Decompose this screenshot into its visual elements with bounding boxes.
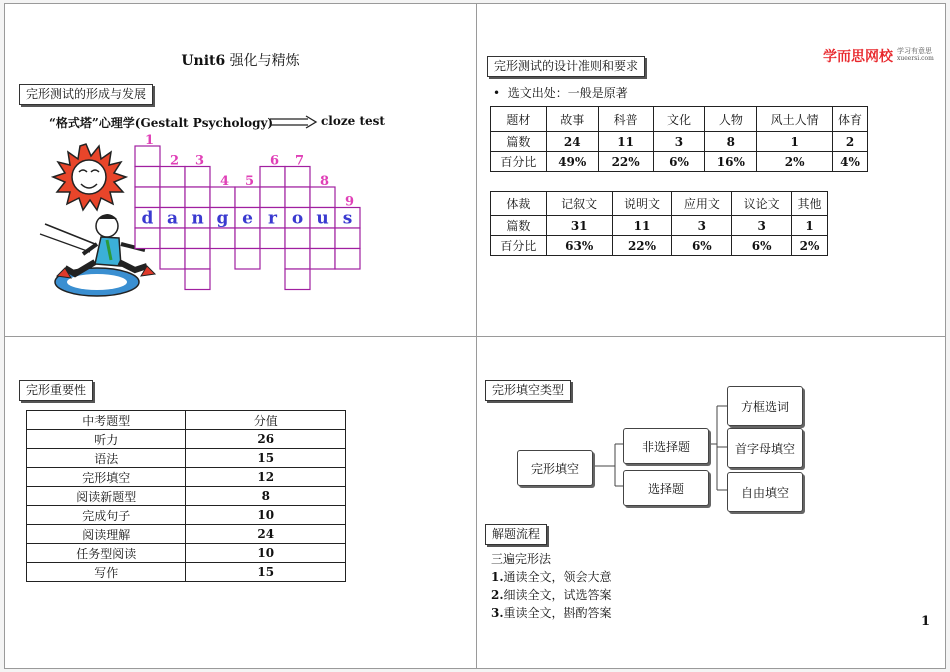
crossword-cell xyxy=(235,187,260,208)
crossword-cell xyxy=(135,228,160,249)
score-value: 24 xyxy=(186,525,346,544)
table-cell: 6% xyxy=(732,236,792,256)
slide1-title xyxy=(5,50,476,70)
theme-table-header: 体育 xyxy=(833,107,868,132)
crossword-puzzle xyxy=(129,132,369,292)
table-cell: 22% xyxy=(612,236,672,256)
source-bullet-text: 选文出处：一般是原著 xyxy=(507,86,628,100)
crossword-letter: g xyxy=(216,208,229,229)
crossword-cell xyxy=(160,228,185,249)
double-arrow-icon xyxy=(268,115,318,129)
table-row xyxy=(27,525,346,544)
genre-table-header: 记叙文 xyxy=(546,192,612,216)
row-label: 百分比 xyxy=(491,236,547,256)
crossword-letter: d xyxy=(141,208,154,229)
slide1-title-text: 强化与精炼 xyxy=(225,53,300,69)
slide3-section-label: 完形重要性 xyxy=(19,380,93,401)
slide1-section-label: 完形测试的形成与发展 xyxy=(19,84,153,105)
table-cell: 24 xyxy=(546,132,598,152)
table-cell: 6% xyxy=(653,152,705,172)
crossword-cell xyxy=(210,187,235,208)
score-value: 10 xyxy=(186,544,346,563)
score-table-header-row xyxy=(27,411,346,430)
step-text: 通读全文，领会大意 xyxy=(503,570,612,584)
slide2-section-label: 完形测试的设计准则和要求 xyxy=(487,56,645,77)
crossword-letter: u xyxy=(316,208,329,229)
xueersi-logo xyxy=(823,46,934,66)
table-cell: 16% xyxy=(705,152,757,172)
crossword-cell xyxy=(185,167,210,188)
row-label: 篇数 xyxy=(491,216,547,236)
genre-table-header-row xyxy=(491,192,828,216)
table-row xyxy=(491,236,828,256)
crossword-cell xyxy=(135,167,160,188)
theme-table xyxy=(490,106,868,172)
table-cell: 22% xyxy=(598,152,653,172)
crossword-letter: s xyxy=(342,208,353,229)
table-row xyxy=(491,152,868,172)
crossword-cell xyxy=(160,249,185,270)
question-type: 完成句子 xyxy=(27,506,186,525)
horizontal-divider xyxy=(5,336,945,337)
score-value: 15 xyxy=(186,563,346,582)
flow-root-cloze: 完形填空 xyxy=(517,450,593,486)
row-label: 百分比 xyxy=(491,152,547,172)
table-cell: 8 xyxy=(705,132,757,152)
question-type: 阅读新题型 xyxy=(27,487,186,506)
crossword-number: 4 xyxy=(220,174,230,189)
crossword-number: 2 xyxy=(170,153,180,169)
bullet-dot-icon: • xyxy=(493,86,501,100)
score-table xyxy=(26,410,346,582)
table-cell: 4% xyxy=(833,152,868,172)
table-row xyxy=(27,563,346,582)
question-type: 听力 xyxy=(27,430,186,449)
step-number: 1. xyxy=(491,570,504,584)
crossword-cell xyxy=(285,228,310,249)
genre-table-header: 应用文 xyxy=(672,192,732,216)
source-bullet xyxy=(493,84,628,101)
slide4-section-label: 完形填空类型 xyxy=(485,380,571,401)
table-row xyxy=(27,506,346,525)
score-value: 12 xyxy=(186,468,346,487)
question-type: 完形填空 xyxy=(27,468,186,487)
crossword-cell xyxy=(310,249,335,270)
crossword-number: 7 xyxy=(295,153,305,169)
genre-table-header: 说明文 xyxy=(612,192,672,216)
question-type: 阅读理解 xyxy=(27,525,186,544)
score-table-header: 中考题型 xyxy=(27,411,186,430)
table-cell: 49% xyxy=(546,152,598,172)
table-cell: 6% xyxy=(672,236,732,256)
theme-table-header: 题材 xyxy=(491,107,547,132)
crossword-cell xyxy=(210,228,235,249)
crossword-cell xyxy=(285,187,310,208)
table-cell: 3 xyxy=(672,216,732,236)
crossword-cell xyxy=(310,228,335,249)
table-cell: 31 xyxy=(546,216,612,236)
crossword-cell xyxy=(135,146,160,167)
process-label: 解题流程 xyxy=(485,524,547,545)
method-step xyxy=(491,568,612,586)
xueersi-logo-text: 学而思网校 xyxy=(823,49,893,65)
table-row xyxy=(491,216,828,236)
theme-table-header: 风土人情 xyxy=(757,107,833,132)
theme-table-header: 文化 xyxy=(653,107,705,132)
crossword-cell xyxy=(185,269,210,290)
genre-table-header: 议论文 xyxy=(732,192,792,216)
crossword-cell xyxy=(235,249,260,270)
score-value: 26 xyxy=(186,430,346,449)
table-row xyxy=(27,430,346,449)
crossword-cell xyxy=(135,187,160,208)
method-step xyxy=(491,604,612,622)
gestalt-text: “格式塔”心理学(Gestalt Psychology) xyxy=(49,116,274,130)
flow-choice: 选择题 xyxy=(623,470,709,506)
flow-initial-letter: 首字母填空 xyxy=(727,428,803,468)
table-cell: 3 xyxy=(732,216,792,236)
table-cell: 2% xyxy=(792,236,828,256)
step-text: 细读全文，试选答案 xyxy=(503,588,612,602)
xueersi-logo-sub1: 学习有意思 xyxy=(897,47,932,55)
table-cell: 2% xyxy=(757,152,833,172)
table-cell: 2 xyxy=(833,132,868,152)
xueersi-logo-sub2: xueersi.com xyxy=(897,55,934,62)
table-cell: 63% xyxy=(546,236,612,256)
table-cell: 11 xyxy=(612,216,672,236)
crossword-number: 5 xyxy=(245,174,255,189)
score-value: 10 xyxy=(186,506,346,525)
theme-table-header: 人物 xyxy=(705,107,757,132)
handout-sheet xyxy=(4,3,946,669)
crossword-cell xyxy=(310,187,335,208)
crossword-letter: o xyxy=(291,208,304,229)
crossword-cell xyxy=(260,187,285,208)
score-value: 15 xyxy=(186,449,346,468)
crossword-cell xyxy=(285,269,310,290)
crossword-cell xyxy=(160,187,185,208)
table-row xyxy=(27,468,346,487)
crossword-number: 9 xyxy=(345,194,355,210)
row-label: 篇数 xyxy=(491,132,547,152)
flow-box-word-choice: 方框选词 xyxy=(727,386,803,426)
genre-table-header: 体裁 xyxy=(491,192,547,216)
crossword-cell xyxy=(285,167,310,188)
crossword-number: 8 xyxy=(320,174,330,189)
crossword-cell xyxy=(260,167,285,188)
slide1-title-unit: Unit6 xyxy=(181,53,226,69)
table-row xyxy=(491,132,868,152)
genre-table xyxy=(490,191,828,256)
method-step xyxy=(491,586,612,604)
flow-free-fill: 自由填空 xyxy=(727,472,803,512)
crossword-cell xyxy=(185,249,210,270)
step-text: 重读全文，斟酌答案 xyxy=(503,606,612,620)
crossword-cell xyxy=(160,167,185,188)
method-title: 三遍完形法 xyxy=(491,552,552,566)
crossword-cell xyxy=(185,228,210,249)
table-row xyxy=(27,449,346,468)
crossword-letter: a xyxy=(166,208,179,229)
table-row xyxy=(27,544,346,563)
table-cell: 3 xyxy=(653,132,705,152)
theme-table-header-row xyxy=(491,107,868,132)
question-type: 任务型阅读 xyxy=(27,544,186,563)
table-cell: 1 xyxy=(757,132,833,152)
table-cell: 1 xyxy=(792,216,828,236)
crossword-cell xyxy=(285,249,310,270)
crossword-cell xyxy=(335,228,360,249)
theme-table-header: 故事 xyxy=(546,107,598,132)
crossword-cell xyxy=(335,249,360,270)
crossword-letter: e xyxy=(242,208,253,229)
page-number: 1 xyxy=(921,614,931,629)
crossword-number: 6 xyxy=(270,153,280,169)
method-steps xyxy=(491,550,612,622)
crossword-cell xyxy=(185,187,210,208)
crossword-letter: n xyxy=(191,208,204,229)
table-row xyxy=(27,487,346,506)
score-value: 8 xyxy=(186,487,346,506)
sun-illustration xyxy=(41,142,131,212)
step-number: 3. xyxy=(491,606,504,620)
crossword-cell xyxy=(260,228,285,249)
step-number: 2. xyxy=(491,588,504,602)
genre-table-header: 其他 xyxy=(792,192,828,216)
flow-non-choice: 非选择题 xyxy=(623,428,709,464)
theme-table-header: 科普 xyxy=(598,107,653,132)
table-cell: 11 xyxy=(598,132,653,152)
question-type: 写作 xyxy=(27,563,186,582)
cloze-text: cloze test xyxy=(321,114,385,128)
score-table-header: 分值 xyxy=(186,411,346,430)
crossword-letter: r xyxy=(268,208,277,229)
crossword-number: 3 xyxy=(195,153,205,169)
crossword-cell xyxy=(235,228,260,249)
question-type: 语法 xyxy=(27,449,186,468)
crossword-number: 1 xyxy=(145,133,155,148)
